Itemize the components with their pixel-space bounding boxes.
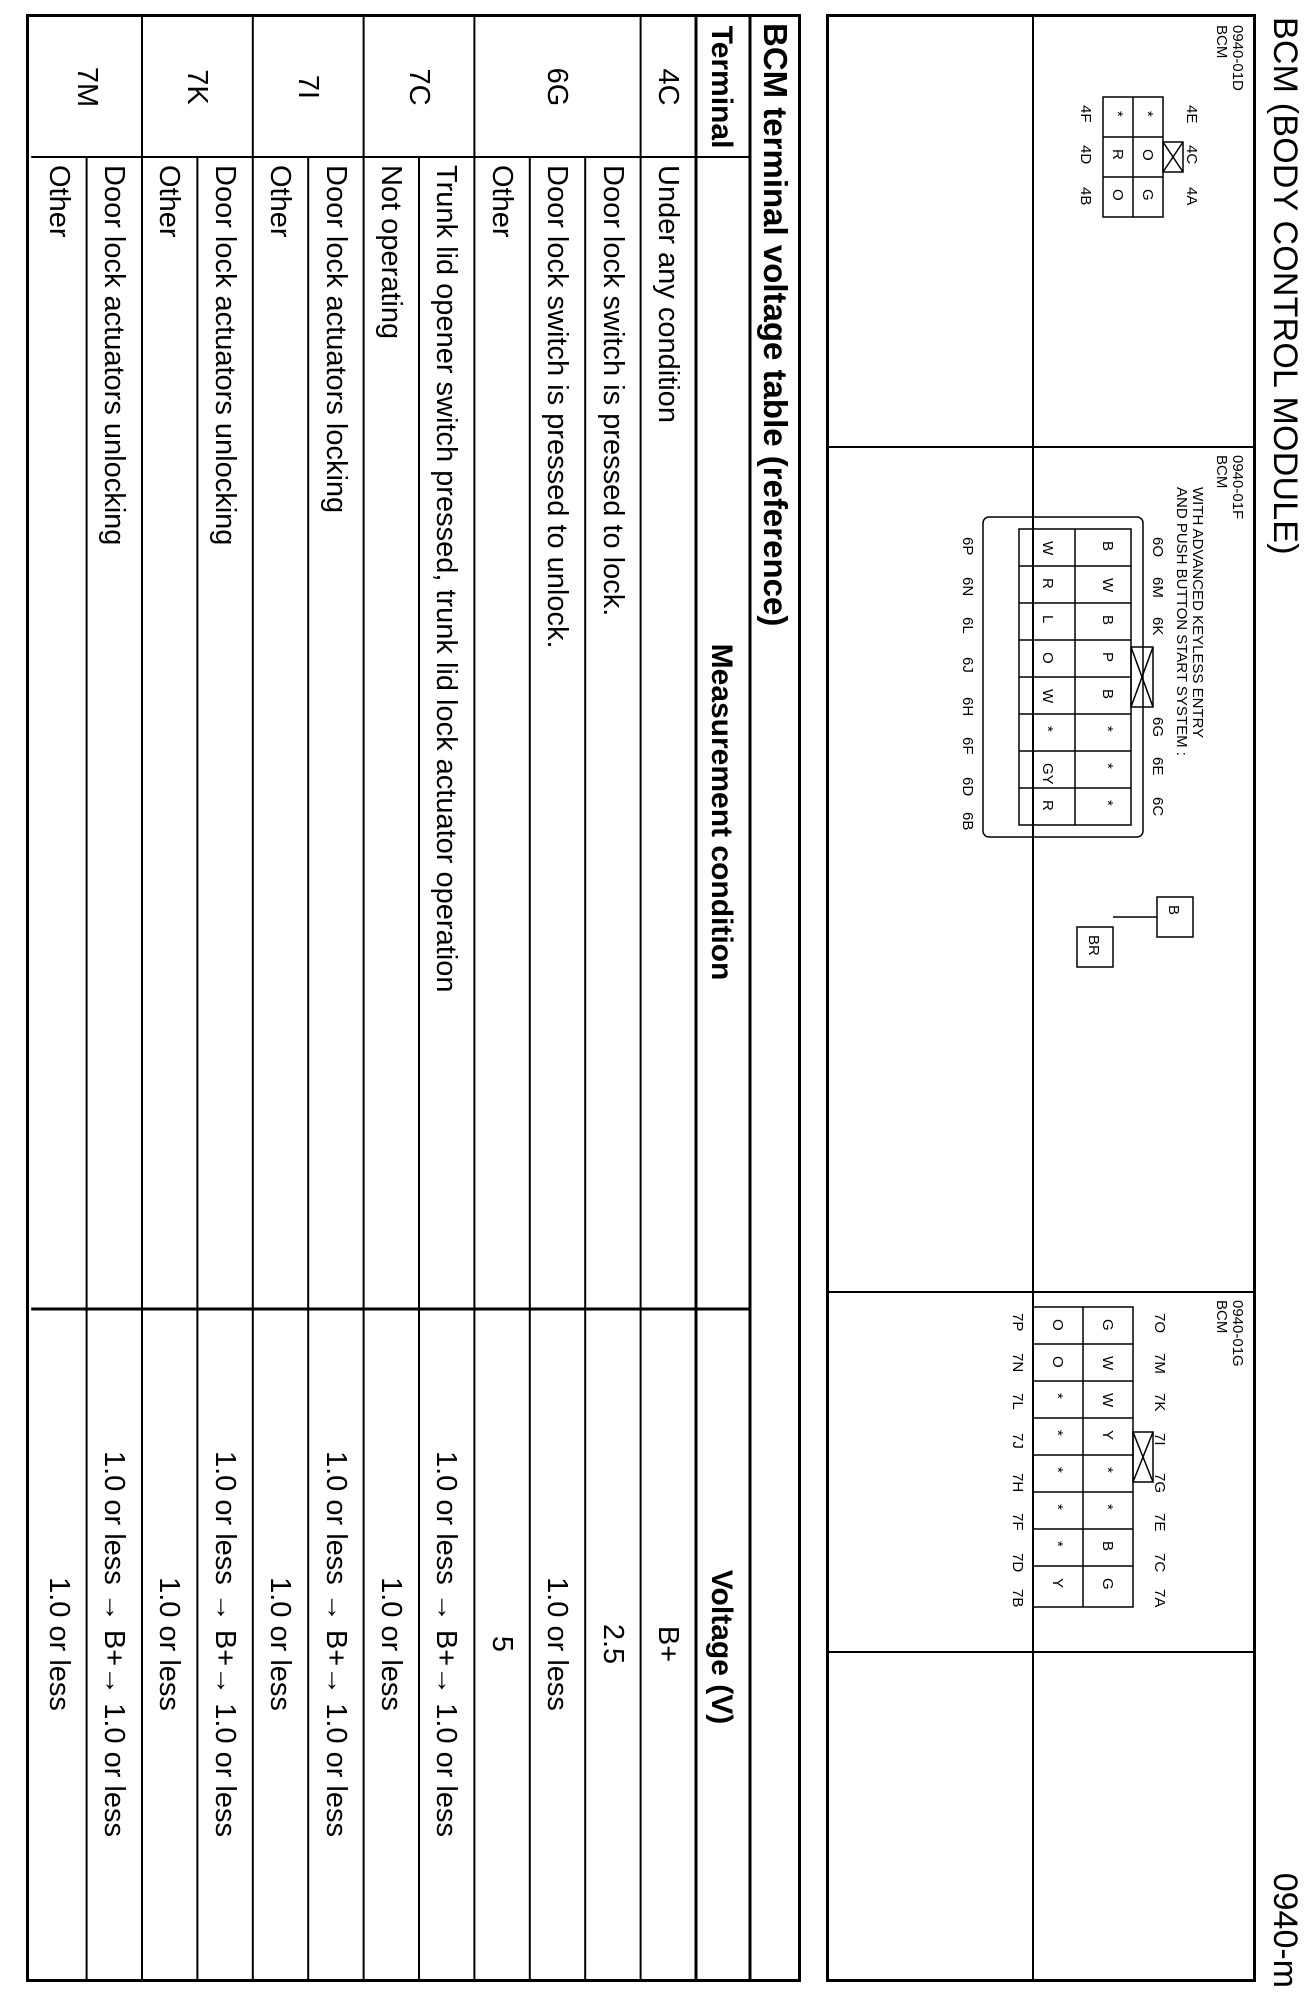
measurement-condition-cell: Other: [485, 165, 518, 238]
svg-text:6F: 6F: [959, 737, 976, 755]
page-title: BCM (BODY CONTROL MODULE): [1266, 17, 1304, 555]
voltage-cell: B+: [652, 1625, 684, 1663]
svg-text:6G: 6G: [1149, 717, 1166, 738]
connector-code: 0940-01D: [1229, 25, 1246, 91]
svg-text:7J: 7J: [1009, 1433, 1026, 1449]
svg-text:O: O: [1049, 1319, 1066, 1331]
svg-text:R: R: [1109, 149, 1126, 160]
header-voltage: Voltage (V): [705, 1569, 738, 1725]
measurement-condition-cell: Other: [42, 165, 75, 238]
terminal-cell: 7K: [181, 69, 214, 105]
svg-text:BCM: BCM: [1213, 455, 1230, 489]
header-terminal: Terminal: [705, 25, 738, 149]
svg-text:6E: 6E: [1149, 757, 1166, 776]
voltage-cell: 1.0 or less → B+→ 1.0 or less: [208, 1450, 241, 1838]
measurement-condition-cell: Door lock actuators locking: [319, 165, 352, 514]
connector-diagram-frame: [826, 14, 1256, 1982]
voltage-cell: 1.0 or less: [153, 1577, 186, 1711]
svg-text:*: *: [1139, 111, 1156, 117]
svg-text:W: W: [1099, 578, 1116, 593]
connector-0940-01G: [1009, 1300, 1246, 1607]
svg-text:6J: 6J: [959, 657, 976, 673]
svg-text:GY: GY: [1039, 763, 1056, 785]
measurement-condition-cell: Door lock switch is pressed to unlock.: [541, 165, 574, 649]
svg-text:7H: 7H: [1009, 1473, 1026, 1493]
svg-text:6C: 6C: [1149, 797, 1166, 817]
svg-text:7L: 7L: [1009, 1393, 1026, 1410]
svg-text:7K: 7K: [1151, 1393, 1168, 1412]
measurement-condition-cell: Door lock actuators unlocking: [98, 165, 130, 546]
svg-text:B: B: [1099, 1541, 1116, 1552]
svg-text:O: O: [1139, 149, 1156, 161]
svg-text:7D: 7D: [1009, 1553, 1026, 1573]
svg-text:6B: 6B: [959, 812, 976, 831]
svg-text:4A: 4A: [1183, 187, 1200, 206]
svg-text:4B: 4B: [1077, 187, 1094, 206]
svg-text:4C: 4C: [1183, 145, 1200, 165]
svg-text:G: G: [1139, 189, 1156, 201]
svg-text:*: *: [1049, 1393, 1066, 1399]
measurement-condition-cell: Trunk lid opener switch pressed, trunk lid lock actuator operation: [430, 165, 463, 993]
svg-text:4D: 4D: [1077, 145, 1094, 165]
svg-text:W: W: [1039, 689, 1056, 704]
terminal-cell: 7I: [292, 74, 325, 100]
svg-text:B: B: [1099, 615, 1116, 626]
voltage-cell: 1.0 or less: [42, 1577, 75, 1711]
svg-text:4E: 4E: [1183, 105, 1200, 124]
terminal-cell: 4C: [652, 68, 685, 106]
svg-text:R: R: [1039, 578, 1056, 589]
svg-text:7I: 7I: [1151, 1433, 1168, 1446]
svg-text:7O: 7O: [1151, 1313, 1168, 1334]
measurement-condition-cell: Door lock switch is pressed to lock.: [596, 165, 629, 617]
measurement-condition-cell: Other: [264, 165, 297, 238]
svg-text:7N: 7N: [1009, 1353, 1026, 1373]
svg-text:BCM: BCM: [1213, 1300, 1230, 1334]
terminal-cell: 7C: [403, 68, 435, 106]
svg-text:W: W: [1039, 541, 1056, 556]
page-id: 0940-m: [1266, 1872, 1304, 1988]
header-condition: Measurement condition: [705, 643, 738, 981]
svg-text:7B: 7B: [1009, 1589, 1026, 1608]
svg-text:B: B: [1099, 541, 1116, 552]
measurement-condition-cell: Door lock actuators unlocking: [208, 165, 241, 546]
connector-0940-01D: [1077, 25, 1246, 217]
svg-text:*: *: [1099, 763, 1116, 769]
svg-text:6O: 6O: [1149, 537, 1166, 558]
svg-text:6H: 6H: [959, 697, 976, 717]
voltage-cell: 2.5: [596, 1623, 629, 1665]
connector-name: BCM: [1213, 25, 1230, 59]
svg-text:*: *: [1039, 726, 1056, 732]
svg-text:W: W: [1099, 1393, 1116, 1408]
svg-text:7E: 7E: [1151, 1513, 1168, 1532]
svg-text:*: *: [1099, 1467, 1116, 1473]
svg-text:*: *: [1099, 1504, 1116, 1510]
svg-text:7C: 7C: [1151, 1553, 1168, 1573]
voltage-cell: 1.0 or less: [264, 1577, 297, 1711]
svg-text:G: G: [1099, 1578, 1116, 1590]
svg-text:*: *: [1049, 1541, 1066, 1547]
connector-grid: [823, 17, 1253, 1985]
svg-text:O: O: [1049, 1356, 1066, 1368]
svg-text:7A: 7A: [1151, 1589, 1168, 1608]
svg-text:*: *: [1099, 800, 1116, 806]
svg-text:AND PUSH BUTTON START SYSTEM :: AND PUSH BUTTON START SYSTEM :: [1173, 487, 1190, 756]
table-caption: BCM terminal voltage table (reference): [757, 23, 794, 627]
svg-text:7P: 7P: [1009, 1313, 1026, 1332]
svg-text:6D: 6D: [959, 777, 976, 797]
svg-text:BR: BR: [1085, 935, 1102, 956]
svg-text:*: *: [1049, 1467, 1066, 1473]
voltage-cell: 1.0 or less: [375, 1577, 407, 1711]
svg-text:*: *: [1049, 1504, 1066, 1510]
svg-text:6L: 6L: [959, 617, 976, 634]
connector-0940-01F: [959, 455, 1246, 967]
svg-text:W: W: [1099, 1356, 1116, 1371]
measurement-condition-cell: Under any condition: [652, 165, 684, 423]
voltage-cell: 1.0 or less: [541, 1577, 574, 1711]
svg-text:O: O: [1039, 652, 1056, 664]
svg-text:Y: Y: [1049, 1578, 1066, 1589]
measurement-condition-cell: Other: [153, 165, 186, 238]
svg-text:*: *: [1109, 111, 1126, 117]
connector-note: WITH ADVANCED KEYLESS ENTRY: [1189, 487, 1206, 739]
svg-text:R: R: [1039, 800, 1056, 811]
svg-text:6N: 6N: [959, 577, 976, 597]
svg-text:*: *: [1099, 726, 1116, 732]
terminal-cell: 6G: [541, 67, 574, 107]
voltage-cell: 1.0 or less → B+→ 1.0 or less: [98, 1450, 130, 1838]
svg-text:*: *: [1049, 1430, 1066, 1436]
bcm-voltage-table: [26, 14, 801, 1982]
svg-text:4F: 4F: [1077, 105, 1094, 123]
svg-text:Y: Y: [1099, 1430, 1116, 1441]
svg-text:7M: 7M: [1151, 1353, 1168, 1374]
svg-text:L: L: [1039, 615, 1056, 624]
svg-text:0940-01G: 0940-01G: [1229, 1300, 1246, 1367]
svg-text:B: B: [1165, 905, 1182, 916]
svg-text:7F: 7F: [1009, 1513, 1026, 1531]
svg-text:7G: 7G: [1151, 1473, 1168, 1494]
svg-text:6P: 6P: [959, 537, 976, 556]
svg-text:P: P: [1099, 652, 1116, 663]
svg-text:O: O: [1109, 189, 1126, 201]
voltage-cell: 1.0 or less → B+→ 1.0 or less: [319, 1450, 352, 1838]
svg-text:6K: 6K: [1149, 617, 1166, 636]
terminal-cell: 7M: [70, 66, 103, 108]
voltage-cell: 5: [485, 1635, 518, 1653]
svg-text:G: G: [1099, 1319, 1116, 1331]
svg-text:6M: 6M: [1149, 577, 1166, 598]
voltage-cell: 1.0 or less → B+→ 1.0 or less: [430, 1450, 463, 1838]
svg-text:B: B: [1099, 689, 1116, 700]
svg-text:0940-01F: 0940-01F: [1229, 455, 1246, 520]
measurement-condition-cell: Not operating: [375, 165, 407, 340]
